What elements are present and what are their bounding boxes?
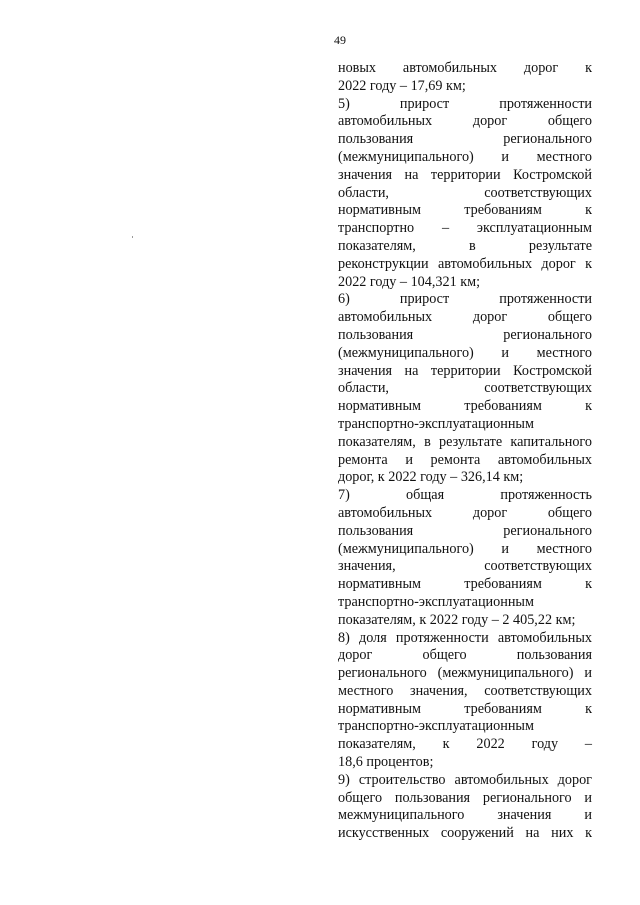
text-line: нормативным требованиям к xyxy=(338,700,592,717)
text-line: 8) доля протяженности автомобильных xyxy=(338,629,592,646)
text-line: общего пользования регионального и xyxy=(338,789,592,806)
text-line: (межмуниципального) и местного xyxy=(338,540,592,557)
text-line: автомобильных дорог общего xyxy=(338,309,592,326)
text-line: значения, соответствующих xyxy=(338,558,592,575)
text-line: местного значения, соответствующих xyxy=(338,682,592,699)
text-line: области, соответствующих xyxy=(338,380,592,397)
text-line: показателям, к 2022 году – xyxy=(338,736,592,753)
text-line: области, соответствующих xyxy=(338,184,592,201)
text-line: показателям, в результате xyxy=(338,237,592,254)
text-line: 2022 году – 17,69 км; xyxy=(338,77,466,94)
text-line: автомобильных дорог общего xyxy=(338,504,592,521)
text-line: транспортно-эксплуатационным xyxy=(338,718,534,735)
text-line: значения на территории Костромской xyxy=(338,362,592,379)
margin-mark xyxy=(132,236,133,238)
text-line: 6) прирост протяженности xyxy=(338,291,592,308)
text-line: ремонта и ремонта автомобильных xyxy=(338,451,592,468)
text-line: реконструкции автомобильных дорог к xyxy=(338,255,592,272)
text-column xyxy=(338,60,592,843)
text-line: транспортно-эксплуатационным xyxy=(338,593,534,610)
text-line: показателям, в результате капитального xyxy=(338,433,592,450)
text-line: (межмуниципального) и местного xyxy=(338,148,592,165)
text-line: 5) прирост протяженности xyxy=(338,95,592,112)
text-line: автомобильных дорог общего xyxy=(338,113,592,130)
text-line: межмуниципального значения и xyxy=(338,807,592,824)
text-line: значения на территории Костромской xyxy=(338,166,592,183)
text-line: новых автомобильных дорог к xyxy=(338,60,592,76)
page-number: 49 xyxy=(334,33,346,47)
text-line: показателям, к 2022 году – 2 405,22 км; xyxy=(338,611,576,628)
text-line: 9) строительство автомобильных дорог xyxy=(338,771,592,788)
text-line: искусственных сооружений на них к xyxy=(338,825,592,842)
text-line: нормативным требованиям к xyxy=(338,398,592,415)
text-line: пользования регионального xyxy=(338,131,592,148)
text-line: транспортно-эксплуатационным xyxy=(338,415,534,432)
text-line: нормативным требованиям к xyxy=(338,202,592,219)
text-line: пользования регионального xyxy=(338,326,592,343)
text-line: нормативным требованиям к xyxy=(338,576,592,593)
text-line: 2022 году – 104,321 км; xyxy=(338,273,481,290)
text-line: 7) общая протяженность xyxy=(338,487,592,504)
text-line: дорог, к 2022 году – 326,14 км; xyxy=(338,469,524,486)
text-line: (межмуниципального) и местного xyxy=(338,344,592,361)
text-line: дорог общего пользования xyxy=(338,647,592,664)
text-line: пользования регионального xyxy=(338,522,592,539)
text-line: 18,6 процентов; xyxy=(338,754,434,771)
text-line: транспортно – эксплуатационным xyxy=(338,220,592,237)
text-line: регионального (межмуниципального) и xyxy=(338,665,592,682)
